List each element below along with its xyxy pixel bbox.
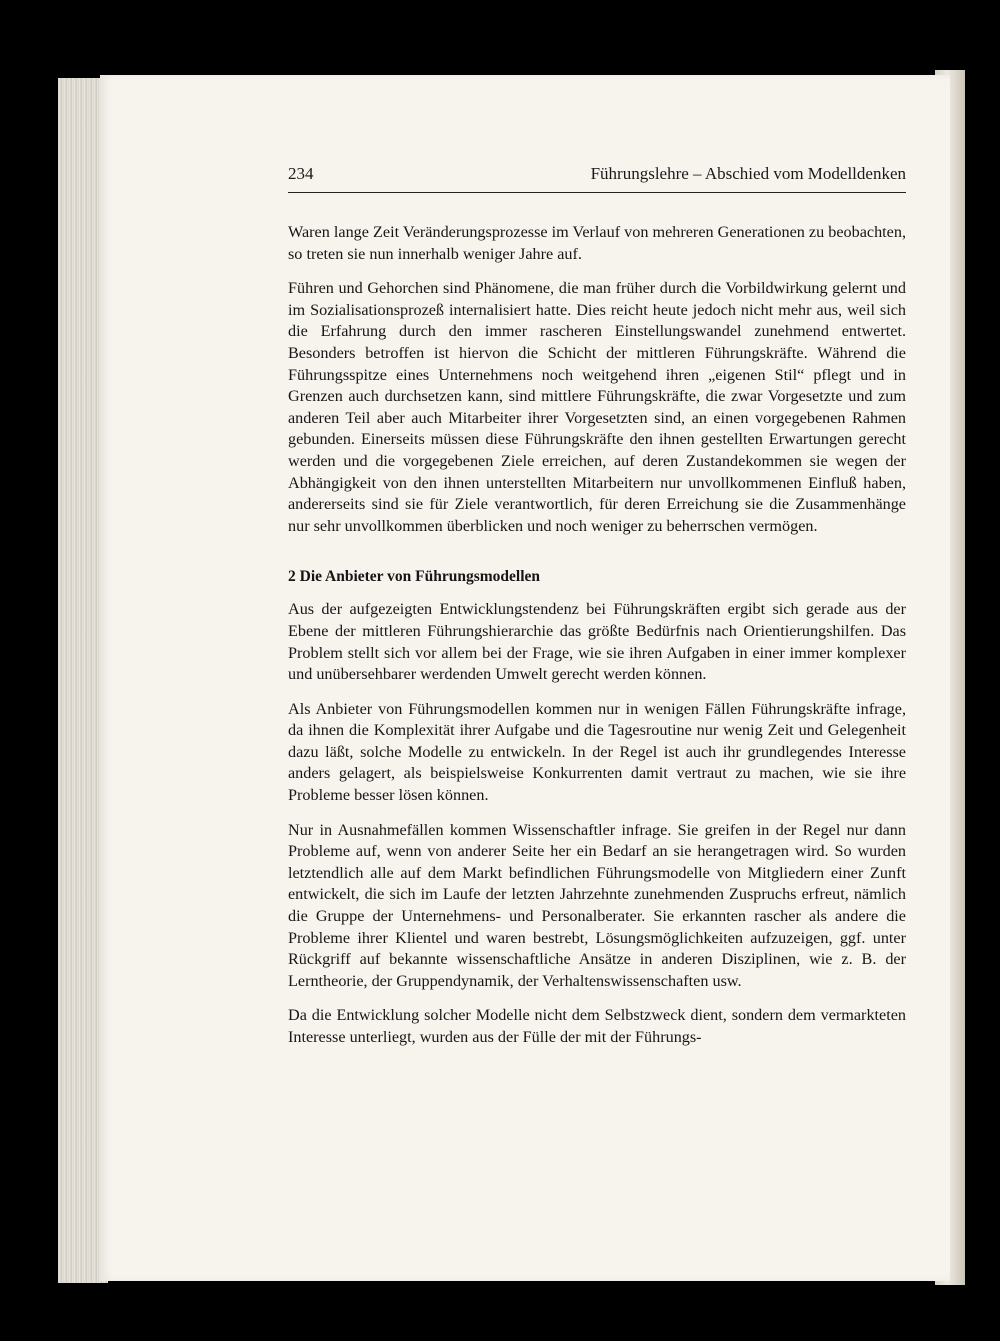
paragraph-section-2: Als Anbieter von Führungsmodellen kommen nur in wenigen Fällen Führungskräfte infrage, da ihnen die Komplexität ihrer Aufgabe und die Tagesroutine nur wenig Zeit und Gelegenheit dazu läßt, solche Modelle zu entwickeln. In der Regel ist auch ihr grundlegendes Interesse anders gelagert, als beispielsweise Konkurrenten damit vertraut zu machen, wie sie ihre Probleme besser lösen können. — [288, 699, 906, 805]
running-header — [288, 162, 906, 193]
paragraph-section-1: Aus der aufgezeigten Entwicklungstendenz bei Führungskräften ergibt sich gerade aus der Ebene der mittleren Führungshierarchie das größte Bedürfnis nach Orientierungshilfen. Das Problem stellt sich vor allem bei der Frage, wie sie ihren Aufgaben in einer immer komplexer und unübersehbarer werdenden Umwelt gerecht werden können. — [288, 600, 906, 684]
paragraph-intro-2: Führen und Gehorchen sind Phänomene, die man früher durch die Vorbildwirkung gelernt und im Sozialisationsprozeß internalisiert hatte. Dies reicht heute jedoch nicht mehr aus, weil sich die Erfahrung durch den immer rascheren Einstellungswandel zunehmend entwertet. Besonders betroffen ist hiervon die Schicht der mittleren Führungskräfte. Während die Führungsspitze eines Unternehmens noch weitgehend ihren „eigenen Stil“ pflegt und in Grenzen auch durchsetzen kann, sind mittlere Führungskräfte, die zwar Vorgesetzte und zum anderen Teil aber auch Mitarbeiter ihrer Vorgesetzten sind, an einen vorgegebenen Rahmen gebunden. Einerseits müssen diese Führungskräfte den ihnen gestellten Erwartungen gerecht werden und die vorgegebenen Ziele erreichen, auf deren Zustandekommen sie wegen der Abhängigkeit von den ihnen unterstellten Mitarbeitern nur unvollkommenen Einfluß haben, andererseits sind sie für Ziele verantwortlich, für deren Erreichung sie die Zusammenhänge nur sehr unvollkommen überblicken und noch weniger zu beherrschen vermögen. — [288, 279, 906, 535]
paragraph-section-4: Da die Entwicklung solcher Modelle nicht dem Selbstzweck dient, sondern dem vermarkteten Interesse unterliegt, wurden aus der Fülle der mit der Führungs- — [288, 1006, 906, 1046]
body-text — [288, 222, 906, 1062]
paragraph-intro-1: Waren lange Zeit Veränderungsprozesse im Verlauf von mehreren Generationen zu beobachten, so treten sie nun innerhalb weniger Jahre auf. — [288, 223, 906, 263]
paragraph-section-3: Nur in Ausnahmefällen kommen Wissenschaftler infrage. Sie greifen in der Regel nur dann Probleme auf, wenn von anderer Seite her ein Bedarf an sie herangetragen wird. So wurden letztendlich alle auf dem Markt befindlichen Führungsmodelle von Mitgliedern einer Zunft entwickelt, die sich im Laufe der letzten Jahrzehnte zunehmenden Zuspruchs erfreut, nämlich die Gruppe der Unternehmens- und Personalberater. Sie erkannten rascher als andere die Probleme ihrer Klientel und waren bestrebt, Lösungsmöglichkeiten aufzuzeigen, ggf. unter Rückgriff auf bekannte wissenschaftliche Ansätze in anderen Disziplinen, wie z. B. der Lerntheorie, der Gruppendynamik, der Verhaltenswissenschaften usw. — [288, 820, 906, 990]
section-heading: 2 Die Anbieter von Führungsmodellen — [288, 568, 541, 586]
page-number: 234 — [288, 164, 314, 183]
running-title: Führungslehre – Abschied vom Modelldenken — [590, 164, 906, 183]
